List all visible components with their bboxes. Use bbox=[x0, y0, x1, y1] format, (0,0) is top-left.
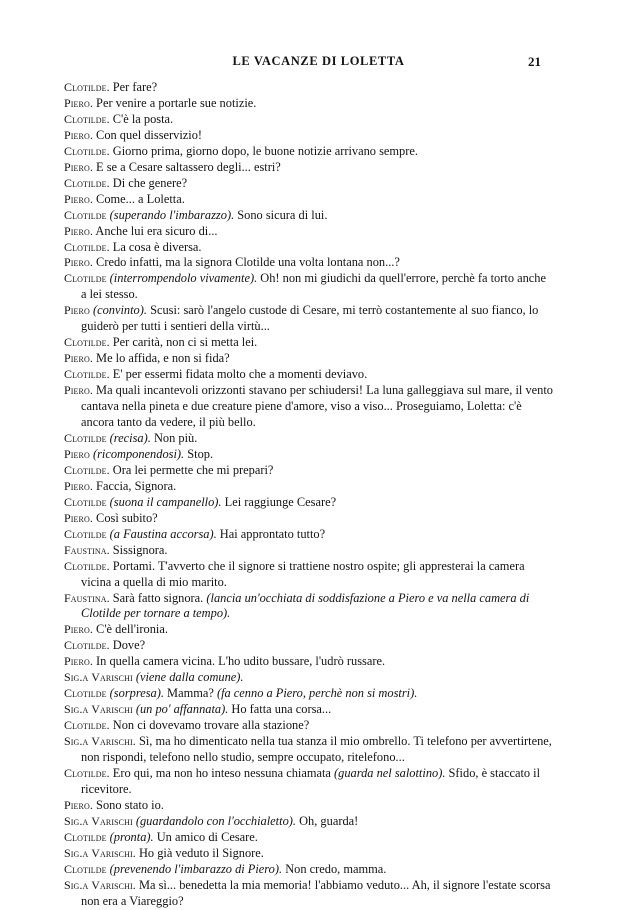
dialogue-text: Mamma? bbox=[163, 686, 214, 701]
stage-direction: (ricomponendosi). bbox=[89, 446, 185, 461]
speaker-name: Faustina. bbox=[64, 542, 110, 557]
dialogue-line bbox=[64, 814, 554, 830]
dialogue-text: Così subito? bbox=[92, 510, 158, 525]
speaker-name: Clotilde. bbox=[64, 638, 110, 653]
dialogue-text: C'è dell'ironia. bbox=[92, 622, 168, 637]
stage-direction: (un po' affannata). bbox=[132, 702, 229, 717]
speaker-name: Piero. bbox=[64, 223, 93, 238]
dialogue-text: Scusi: sarò l'angelo custode di Cesare, mi terrò costantemente al suo fianco, lo guiderò per tutti i sentieri della virtù... bbox=[81, 303, 539, 334]
dialogue-line bbox=[64, 224, 554, 240]
play-script bbox=[64, 80, 554, 910]
dialogue-text: Con quel disservizio! bbox=[92, 127, 203, 142]
dialogue-text: E se a Cesare saltassero degli... estri? bbox=[92, 159, 281, 174]
dialogue-text: Ho già veduto il Signore. bbox=[135, 845, 264, 860]
speaker-name: Piero. bbox=[64, 351, 93, 366]
speaker-name: Clotilde. bbox=[64, 80, 110, 94]
dialogue-text: In quella camera vicina. L'ho udito bussare, l'udrò russare. bbox=[92, 654, 386, 669]
dialogue-line bbox=[64, 128, 554, 144]
speaker-name: Sig.a Varischi. bbox=[64, 845, 136, 860]
dialogue-text: Non ci dovevamo trovare alla stazione? bbox=[109, 718, 310, 733]
dialogue-text: Come... a Loletta. bbox=[92, 191, 185, 206]
dialogue-text: Faccia, Signora. bbox=[92, 478, 177, 493]
dialogue-text: Di che genere? bbox=[109, 175, 188, 190]
dialogue-text: E' per essermi fidata molto che a momenti deviavo. bbox=[109, 367, 368, 382]
speaker-name: Clotilde bbox=[64, 686, 107, 701]
speaker-name: Sig.a Varischi bbox=[64, 670, 133, 685]
dialogue-line bbox=[64, 495, 554, 511]
speaker-name: Piero. bbox=[64, 159, 93, 174]
speaker-name: Piero bbox=[64, 446, 90, 461]
dialogue-line bbox=[64, 240, 554, 256]
dialogue-line bbox=[64, 351, 554, 367]
dialogue-line bbox=[64, 463, 554, 479]
dialogue-text: Non più. bbox=[150, 430, 198, 445]
page-number: 21 bbox=[528, 54, 541, 69]
dialogue-line bbox=[64, 367, 554, 383]
stage-direction: (prevenendo l'imbarazzo di Piero). bbox=[106, 861, 283, 876]
dialogue-line bbox=[64, 335, 554, 351]
dialogue-text: Ma sì... benedetta la mia memoria! l'abbiamo veduto... Ah, il signore l'estate scorsa non era a Viareggio? bbox=[81, 877, 551, 908]
dialogue-line bbox=[64, 96, 554, 112]
dialogue-line bbox=[64, 686, 554, 702]
dialogue-text: Oh! non mi giudichi da quell'errore, perchè fa torto anche a lei stesso. bbox=[81, 271, 546, 302]
dialogue-line bbox=[64, 670, 554, 686]
dialogue-line bbox=[64, 862, 554, 878]
dialogue-line bbox=[64, 383, 554, 431]
speaker-name: Piero. bbox=[64, 510, 93, 525]
speaker-name: Piero. bbox=[64, 95, 93, 110]
dialogue-text: Per carità, non ci si metta lei. bbox=[109, 335, 258, 350]
speaker-name: Piero. bbox=[64, 127, 93, 142]
stage-direction: (superando l'imbarazzo). bbox=[106, 207, 235, 222]
dialogue-line bbox=[64, 846, 554, 862]
dialogue-text: Sarà fatto signora. bbox=[109, 590, 204, 605]
stage-direction: (a Faustina accorsa). bbox=[106, 526, 217, 541]
dialogue-text: La cosa è diversa. bbox=[109, 239, 202, 254]
dialogue-text: Per fare? bbox=[109, 80, 158, 94]
dialogue-text: Giorno prima, giorno dopo, le buone notizie arrivano sempre. bbox=[109, 143, 418, 158]
stage-direction: (lancia un'occhiata di soddisfazione a Piero e va nella camera di Clotilde per tornare a tempo). bbox=[81, 590, 530, 621]
dialogue-line bbox=[64, 638, 554, 654]
speaker-name: Clotilde bbox=[64, 526, 107, 541]
dialogue-line bbox=[64, 718, 554, 734]
dialogue-line bbox=[64, 702, 554, 718]
dialogue-line bbox=[64, 144, 554, 160]
dialogue-text: Me lo affida, e non si fida? bbox=[92, 351, 230, 366]
stage-direction: (interrompendolo vivamente). bbox=[106, 271, 258, 286]
speaker-name: Clotilde bbox=[64, 829, 107, 844]
speaker-name: Clotilde. bbox=[64, 765, 110, 780]
dialogue-line bbox=[64, 431, 554, 447]
dialogue-line bbox=[64, 798, 554, 814]
speaker-name: Clotilde. bbox=[64, 558, 110, 573]
dialogue-line bbox=[64, 591, 554, 623]
dialogue-line bbox=[64, 112, 554, 128]
dialogue-text: Dove? bbox=[109, 638, 146, 653]
speaker-name: Clotilde. bbox=[64, 718, 110, 733]
speaker-name: Sig.a Varischi bbox=[64, 702, 133, 717]
speaker-name: Sig.a Varischi bbox=[64, 813, 133, 828]
dialogue-text: C'è la posta. bbox=[109, 111, 174, 126]
speaker-name: Piero. bbox=[64, 797, 93, 812]
speaker-name: Piero. bbox=[64, 191, 93, 206]
dialogue-text: Portami. T'avverto che il signore si trattiene nostro ospite; gli appresterai la camera vicina a quella di mio marito. bbox=[81, 558, 525, 589]
dialogue-line bbox=[64, 766, 554, 798]
speaker-name: Piero. bbox=[64, 654, 93, 669]
speaker-name: Piero. bbox=[64, 255, 93, 270]
dialogue-line bbox=[64, 734, 554, 766]
dialogue-text: Oh, guarda! bbox=[296, 813, 359, 828]
stage-direction: (convinto). bbox=[89, 303, 147, 318]
dialogue-line bbox=[64, 543, 554, 559]
dialogue-text: Sono sicura di lui. bbox=[234, 207, 328, 222]
dialogue-text: Per venire a portarle sue notizie. bbox=[92, 95, 257, 110]
dialogue-line bbox=[64, 622, 554, 638]
dialogue-line bbox=[64, 208, 554, 224]
dialogue-text: Ma quali incantevoli orizzonti stavano per schiudersi! La luna galleggiava sul mare, il vento cantava nella pineta e due creature piene d'amore, viso a viso... Proseguiamo, Loletta: c'è ancora tanto da vedere, il più bello. bbox=[81, 383, 553, 430]
dialogue-text: Non credo, mamma. bbox=[282, 861, 387, 876]
speaker-name: Sig.a Varischi. bbox=[64, 877, 136, 892]
dialogue-line bbox=[64, 192, 554, 208]
dialogue-line bbox=[64, 830, 554, 846]
speaker-name: Piero. bbox=[64, 478, 93, 493]
speaker-name: Piero. bbox=[64, 622, 93, 637]
dialogue-text: Sfido, è staccato il ricevitore. bbox=[81, 765, 541, 796]
dialogue-text: Anche lui era sicuro di... bbox=[92, 223, 218, 238]
dialogue-line bbox=[64, 878, 554, 910]
dialogue-line bbox=[64, 559, 554, 591]
speaker-name: Clotilde. bbox=[64, 143, 110, 158]
dialogue-line bbox=[64, 160, 554, 176]
speaker-name: Faustina. bbox=[64, 590, 110, 605]
speaker-name: Clotilde. bbox=[64, 335, 110, 350]
dialogue-text: Sissignora. bbox=[109, 542, 168, 557]
dialogue-line bbox=[64, 447, 554, 463]
dialogue-text: Credo infatti, ma la signora Clotilde una volta lontana non...? bbox=[92, 255, 400, 270]
stage-direction: (pronta). bbox=[106, 829, 154, 844]
dialogue-text: Stop. bbox=[184, 446, 214, 461]
speaker-name: Clotilde. bbox=[64, 462, 110, 477]
speaker-name: Piero bbox=[64, 303, 90, 318]
stage-direction: (guarda nel salottino). bbox=[330, 765, 446, 780]
dialogue-line bbox=[64, 479, 554, 495]
speaker-name: Clotilde. bbox=[64, 239, 110, 254]
speaker-name: Clotilde. bbox=[64, 111, 110, 126]
dialogue-line bbox=[64, 80, 554, 96]
running-title: LE VACANZE DI LOLETTA bbox=[232, 54, 405, 68]
dialogue-line bbox=[64, 303, 554, 335]
dialogue-text: Lei raggiunge Cesare? bbox=[221, 494, 337, 509]
dialogue-text: Sì, ma ho dimenticato nella tua stanza il mio ombrello. Ti telefono per avvertirtene, non rispondi, telefono nello studio, sempre occupato, ritelefono... bbox=[81, 734, 552, 765]
stage-direction: (suona il campanello). bbox=[106, 494, 222, 509]
speaker-name: Clotilde bbox=[64, 494, 107, 509]
stage-direction: (fa cenno a Piero, perchè non si mostri). bbox=[213, 686, 418, 701]
dialogue-line bbox=[64, 255, 554, 271]
speaker-name: Piero. bbox=[64, 383, 93, 398]
stage-direction: (guardandolo con l'occhialetto). bbox=[132, 813, 296, 828]
speaker-name: Clotilde bbox=[64, 207, 107, 222]
dialogue-text: Ho fatta una corsa... bbox=[228, 702, 332, 717]
stage-direction: (viene dalla comune). bbox=[132, 670, 244, 685]
dialogue-text: Un amico di Cesare. bbox=[153, 829, 258, 844]
speaker-name: Clotilde bbox=[64, 861, 107, 876]
dialogue-text: Ero qui, ma non ho inteso nessuna chiamata bbox=[109, 765, 331, 780]
speaker-name: Clotilde. bbox=[64, 367, 110, 382]
dialogue-line bbox=[64, 271, 554, 303]
dialogue-line bbox=[64, 511, 554, 527]
speaker-name: Clotilde bbox=[64, 430, 107, 445]
dialogue-line bbox=[64, 527, 554, 543]
speaker-name: Clotilde bbox=[64, 271, 107, 286]
dialogue-line bbox=[64, 654, 554, 670]
dialogue-text: Hai approntato tutto? bbox=[216, 526, 326, 541]
stage-direction: (sorpresa). bbox=[106, 686, 164, 701]
dialogue-text: Sono stato io. bbox=[92, 797, 164, 812]
dialogue-line bbox=[64, 176, 554, 192]
stage-direction: (recisa). bbox=[106, 430, 151, 445]
speaker-name: Clotilde. bbox=[64, 175, 110, 190]
page-header bbox=[0, 54, 637, 74]
speaker-name: Sig.a Varischi. bbox=[64, 734, 136, 749]
dialogue-text: Ora lei permette che mi prepari? bbox=[109, 462, 274, 477]
